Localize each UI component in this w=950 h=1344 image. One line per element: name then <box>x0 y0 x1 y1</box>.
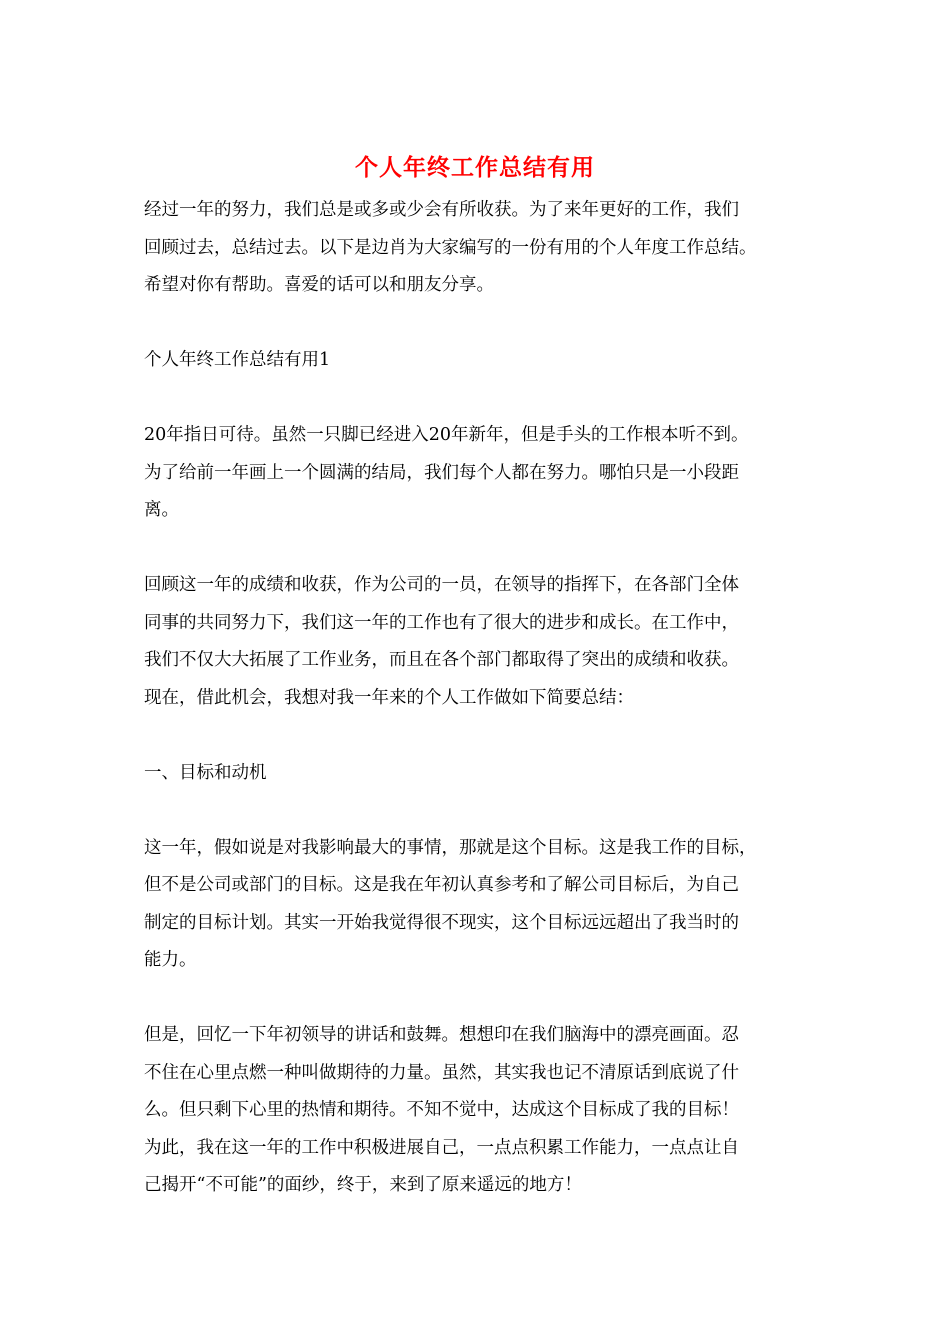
body-paragraph <box>144 1017 809 1205</box>
text-line: 么。但只剩下心里的热情和期待。不知不觉中，达成这个目标成了我的目标！ <box>144 1100 739 1120</box>
text-line: 己揭开“不可能”的面纱，终于，来到了原来遥远的地方！ <box>144 1175 582 1195</box>
text-line: 现在，借此机会，我想对我一年来的个人工作做如下简要总结： <box>144 687 634 708</box>
intro-paragraph <box>144 192 809 305</box>
text-line: 回顾过去，总结过去。以下是边肖为大家编写的一份有用的个人年度工作总结。 <box>144 237 757 258</box>
text-line: 回顾这一年的成绩和收获，作为公司的一员，在领导的指挥下，在各部门全体 <box>144 575 739 595</box>
text-line: 能力。 <box>144 950 197 970</box>
text-line: 为此，我在这一年的工作中积极进展自己，一点点积累工作能力，一点点让自 <box>144 1137 739 1158</box>
text-line: 但不是公司或部门的目标。这是我在年初认真参考和了解公司目标后，为自己 <box>144 875 739 895</box>
text-line: 这一年，假如说是对我影响最大的事情，那就是这个目标。这是我工作的目标， <box>144 837 757 858</box>
text-line: 一、目标和动机 <box>144 762 267 783</box>
body-paragraph <box>144 417 809 530</box>
text-line: 为了给前一年画上一个圆满的结局，我们每个人都在努力。哪怕只是一小段距 <box>144 462 739 483</box>
body-paragraph <box>144 567 809 717</box>
text-line: 经过一年的努力，我们总是或多或少会有所收获。为了来年更好的工作，我们 <box>144 200 739 220</box>
section-heading-1 <box>144 342 809 380</box>
text-line: 但是，回忆一下年初领导的讲话和鼓舞。想想印在我们脑海中的漂亮画面。忍 <box>144 1025 739 1045</box>
body-paragraph <box>144 830 809 980</box>
document-body <box>144 192 809 1242</box>
text-line: 个人年终工作总结有用1 <box>144 350 331 370</box>
text-line: 我们不仅大大拓展了工作业务，而且在各个部门都取得了突出的成绩和收获。 <box>144 650 739 670</box>
text-line: 不住在心里点燃一种叫做期待的力量。虽然，其实我也记不清原话到底说了什 <box>144 1062 739 1083</box>
text-line: 制定的目标计划。其实一开始我觉得很不现实，这个目标远远超出了我当时的 <box>144 912 739 933</box>
text-line: 20年指日可待。虽然一只脚已经进入20年新年，但是手头的工作根本听不到。 <box>144 425 749 445</box>
text-line: 同事的共同努力下，我们这一年的工作也有了很大的进步和成长。在工作中， <box>144 612 739 633</box>
text-line: 离。 <box>144 500 179 520</box>
text-line: 希望对你有帮助。喜爱的话可以和朋友分享。 <box>144 275 494 295</box>
section-heading-goals <box>144 755 809 793</box>
document-title: 个人年终工作总结有用 <box>355 154 595 181</box>
